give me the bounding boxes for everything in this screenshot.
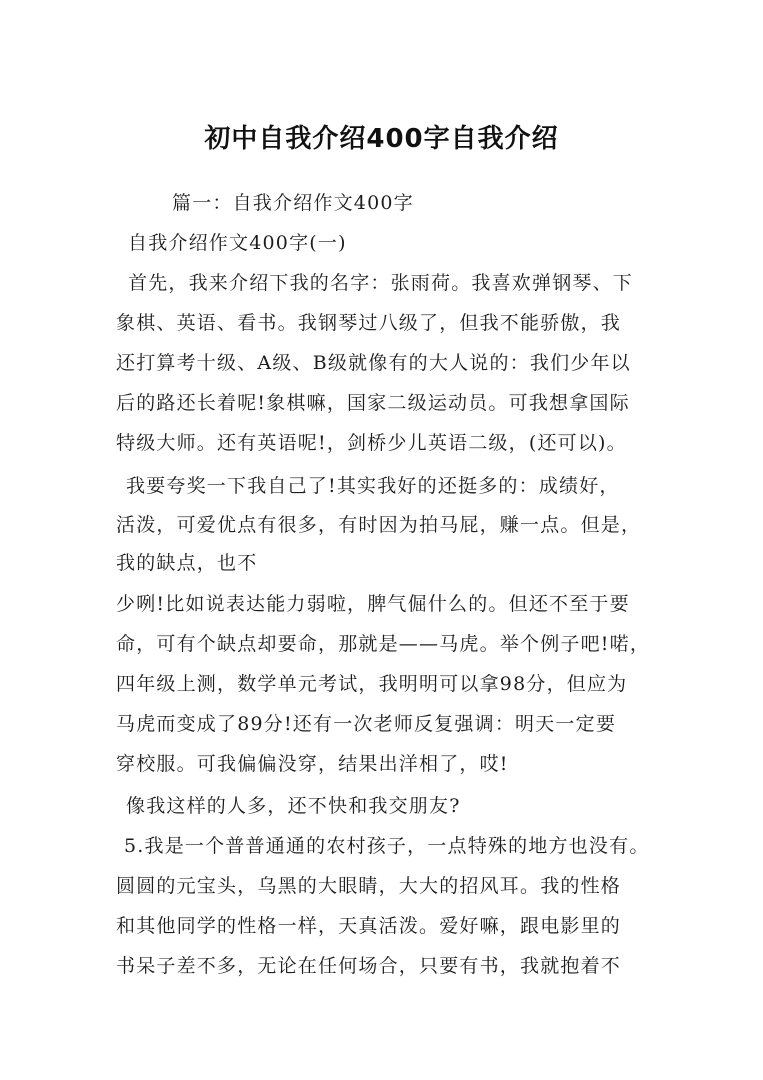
paragraph-line: 和其他同学的性格一样，天真活泼。爱好嘛，跟电影里的 (116, 915, 622, 937)
subsection-heading: 自我介绍作文400字(一) (128, 232, 347, 254)
paragraph-line: 我要夸奖一下我自己了!其实我好的还挺多的：成绩好， (126, 475, 620, 497)
paragraph-line: 书呆子差不多，无论在任何场合，只要有书，我就抱着不 (116, 955, 622, 977)
section-heading: 篇一：自我介绍作文400字 (172, 192, 414, 214)
paragraph-line: 命，可有个缺点却要命，那就是——马虎。举个例子吧!喏， (116, 633, 651, 655)
paragraph-line: 四年级上测，数学单元考试，我明明可以拿98分，但应为 (116, 673, 628, 695)
paragraph-line: 圆圆的元宝头，乌黑的大眼睛，大大的招风耳。我的性格 (116, 875, 622, 897)
paragraph-line: 象棋、英语、看书。我钢琴过八级了，但我不能骄傲，我 (116, 312, 622, 334)
paragraph-line: 首先，我来介绍下我的名字：张雨荷。我喜欢弹钢琴、下 (128, 272, 634, 294)
paragraph-line: 马虎而变成了89分!还有一次老师反复强调：明天一定要 (116, 713, 617, 735)
paragraph-line: 5.我是一个普普通通的农村孩子，一点特殊的地方也没有。 (124, 835, 650, 857)
paragraph-line: 我的缺点，也不 (116, 552, 258, 574)
paragraph-line: 少咧!比如说表达能力弱啦，脾气倔什么的。但还不至于要 (116, 593, 630, 615)
paragraph-line: 后的路还长着呢!象棋嘛，国家二级运动员。可我想拿国际 (116, 392, 630, 414)
paragraph-line: 穿校服。可我偏偏没穿，结果出洋相了，哎! (116, 753, 509, 775)
document-title: 初中自我介绍400字自我介绍 (204, 124, 559, 154)
paragraph-line: 特级大师。还有英语呢!，剑桥少儿英语二级，(还可以)。 (116, 432, 627, 454)
paragraph-line: 还打算考十级、A级、B级就像有的大人说的：我们少年以 (116, 352, 631, 374)
paragraph-line: 像我这样的人多，还不快和我交朋友? (126, 795, 461, 817)
paragraph-line: 活泼，可爱优点有很多，有时因为拍马屁，赚一点。但是， (116, 514, 642, 536)
